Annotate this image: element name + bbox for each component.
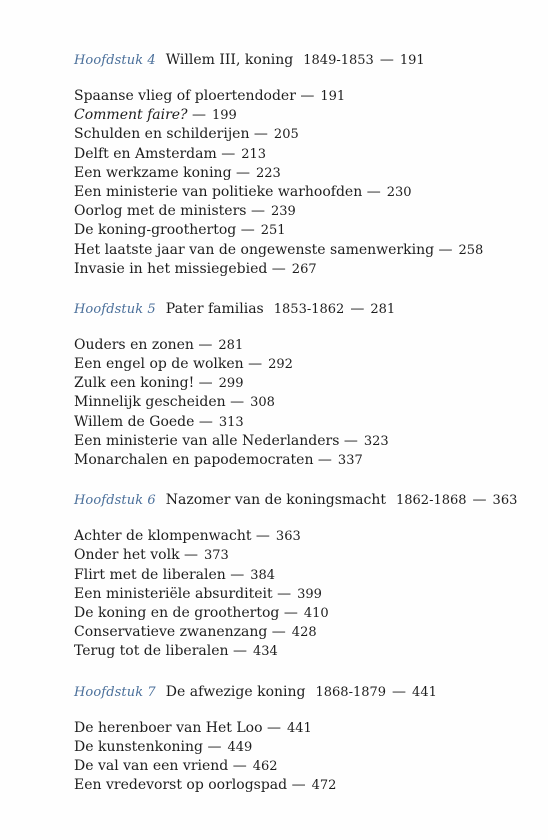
chapter-label: Hoofdstuk 6 [74,493,156,509]
chapter-dash: — [379,52,394,68]
entry-title: Onder het volk [74,547,180,564]
entry-title: De val van een vriend [74,757,229,774]
entry-page-number: 281 [218,337,244,353]
chapter-entries [74,527,514,661]
toc-entry [74,106,514,125]
entry-page-number: 251 [260,223,286,239]
chapter-page-number: 191 [399,53,425,68]
entry-page-number: 441 [286,720,312,736]
toc-entry [74,566,514,585]
entry-dash: — [271,624,286,641]
entry-dash: — [232,643,247,660]
entry-page-number: 230 [386,184,412,200]
entry-title: De herenboer van Het Loo [74,719,263,736]
entry-title: De koning-groothertog [74,222,237,239]
chapter-title: De afwezige koning [165,683,306,700]
chapter-4 [74,49,514,279]
chapter-heading [74,298,514,321]
toc-entry [74,719,514,738]
entry-title: Een engel op de wolken [74,356,244,373]
chapter-years: 1868-1879 [315,684,387,700]
toc-entry [74,202,514,221]
toc-entry [74,164,514,183]
chapter-6 [74,489,518,661]
entry-dash: — [240,222,255,239]
toc-entry [74,527,514,546]
toc-entry [74,87,514,106]
entry-dash: — [271,260,286,277]
entry-page-number: 384 [250,567,276,583]
entry-dash: — [343,432,358,449]
chapter-7 [74,681,514,796]
entry-title: Een vredevorst op oorlogspad [74,777,288,794]
entry-dash: — [207,738,222,755]
entry-dash: — [438,241,453,258]
entry-dash: — [291,777,306,794]
chapter-dash: — [350,300,365,317]
entry-page-number: 205 [273,127,299,143]
entry-dash: — [277,585,292,602]
entry-dash: — [317,452,332,468]
toc-entry [74,260,514,279]
entry-title: Terug tot de liberalen [74,643,229,660]
entry-dash: — [253,126,268,143]
entry-dash: — [198,375,213,392]
chapter-entries [74,336,514,470]
toc-entry [74,374,514,393]
entry-title: Minnelijk gescheiden [74,394,226,411]
entry-title: Een ministerie van alle Nederlanders [74,432,340,449]
chapter-heading [74,489,518,512]
entry-page-number: 223 [256,165,281,181]
chapter-dash: — [472,492,487,509]
toc-entry [74,738,514,757]
chapter-heading [74,49,514,72]
entry-dash: — [232,757,247,774]
entry-page-number: 267 [291,261,317,277]
chapter-years: 1849-1853 [303,53,374,68]
toc-entry [74,183,514,202]
entry-title: Achter de klompenwacht [74,528,252,545]
toc-entry [74,604,514,623]
toc-entry [74,776,514,795]
entry-page-number: 434 [252,644,278,660]
entry-page-number: 399 [297,586,322,602]
entry-page-number: 337 [337,453,363,468]
entry-dash: — [255,528,270,545]
entry-dash: — [230,394,245,411]
chapter-page-number: 363 [492,493,518,509]
entry-page-number: 292 [268,357,293,373]
entry-title: Conservatieve zwanenzang [74,624,268,641]
chapter-page-number: 441 [412,684,437,700]
chapter-years: 1862-1868 [395,493,467,509]
chapter-label: Hoofdstuk 4 [74,53,156,68]
entry-page-number: 472 [311,778,337,794]
entry-title: Een ministeriële absurditeit [74,585,273,602]
chapter-entries [74,719,514,796]
entry-dash: — [236,164,250,181]
entry-title: Ouders en zonen [74,336,194,353]
chapter-5 [74,298,514,470]
entry-title: Spaanse vlieg of ploertendoder [74,88,296,104]
entry-title: Een ministerie van politieke warhoofden [74,183,363,200]
entry-dash: — [300,88,315,104]
entry-page-number: 449 [227,739,253,755]
toc-entry [74,145,514,164]
entry-title: Oorlog met de ministers [74,203,247,220]
entry-dash: — [192,107,207,124]
toc-entry [74,546,514,565]
entry-page-number: 373 [204,548,229,564]
chapter-heading [74,681,514,704]
toc-entry [74,642,514,661]
entry-title: De kunstenkoning [74,738,203,755]
entry-page-number: 363 [275,529,301,545]
entry-title: Een werkzame koning [74,164,232,181]
toc-entry [74,125,514,144]
entry-title: Zulk een koning! [74,375,195,392]
chapter-title: Willem III, koning [165,52,294,68]
toc-entry [74,585,514,604]
toc-entry [74,336,514,355]
entry-dash: — [248,356,263,373]
chapter-entries [74,87,514,279]
entry-page-number: 462 [252,758,278,774]
entry-page-number: 191 [320,89,346,104]
entry-title: Delft en Amsterdam [74,145,217,162]
entry-dash: — [250,203,265,220]
toc-entry [74,432,514,451]
entry-title: Willem de Goede [74,413,195,430]
entry-page-number: 308 [250,395,275,411]
toc-entry [74,241,514,260]
toc-entry [74,451,514,470]
entry-dash: — [230,566,245,583]
entry-page-number: 258 [458,242,484,258]
toc-entry [74,757,514,776]
chapter-title: Nazomer van de koningsmacht [165,492,386,509]
toc-entry [74,355,514,374]
chapter-page-number: 281 [370,301,396,317]
entry-page-number: 428 [291,625,317,641]
entry-dash: — [366,183,381,200]
entry-dash: — [184,547,199,564]
toc-entry [74,413,514,432]
entry-dash: — [198,413,213,430]
chapter-years: 1853-1862 [273,301,345,317]
entry-page-number: 239 [270,204,296,220]
entry-page-number: 299 [218,376,244,392]
chapter-label: Hoofdstuk 5 [74,301,156,317]
entry-dash: — [283,604,298,621]
entry-dash: — [221,145,236,162]
entry-title: Monarchalen en papodemocraten [74,452,314,468]
table-of-contents [74,49,518,814]
chapter-label: Hoofdstuk 7 [74,684,156,700]
entry-dash: — [266,719,281,736]
entry-title: Comment faire? [74,107,188,124]
toc-entry [74,393,514,412]
entry-title: De koning en de groothertog [74,604,280,621]
entry-title: Schulden en schilderijen [74,126,250,143]
entry-title: Flirt met de liberalen [74,566,226,583]
entry-page-number: 199 [212,108,237,124]
entry-page-number: 213 [241,146,267,162]
entry-page-number: 410 [303,605,329,621]
entry-title: Invasie in het missiegebied [74,260,268,277]
chapter-dash: — [392,683,407,700]
chapter-title: Pater familias [165,300,264,317]
toc-entry [74,221,514,240]
entry-dash: — [198,336,213,353]
entry-title: Het laatste jaar van de ongewenste samenwerking [74,241,435,258]
entry-page-number: 313 [218,414,244,430]
entry-page-number: 323 [363,433,389,449]
toc-entry [74,623,514,642]
